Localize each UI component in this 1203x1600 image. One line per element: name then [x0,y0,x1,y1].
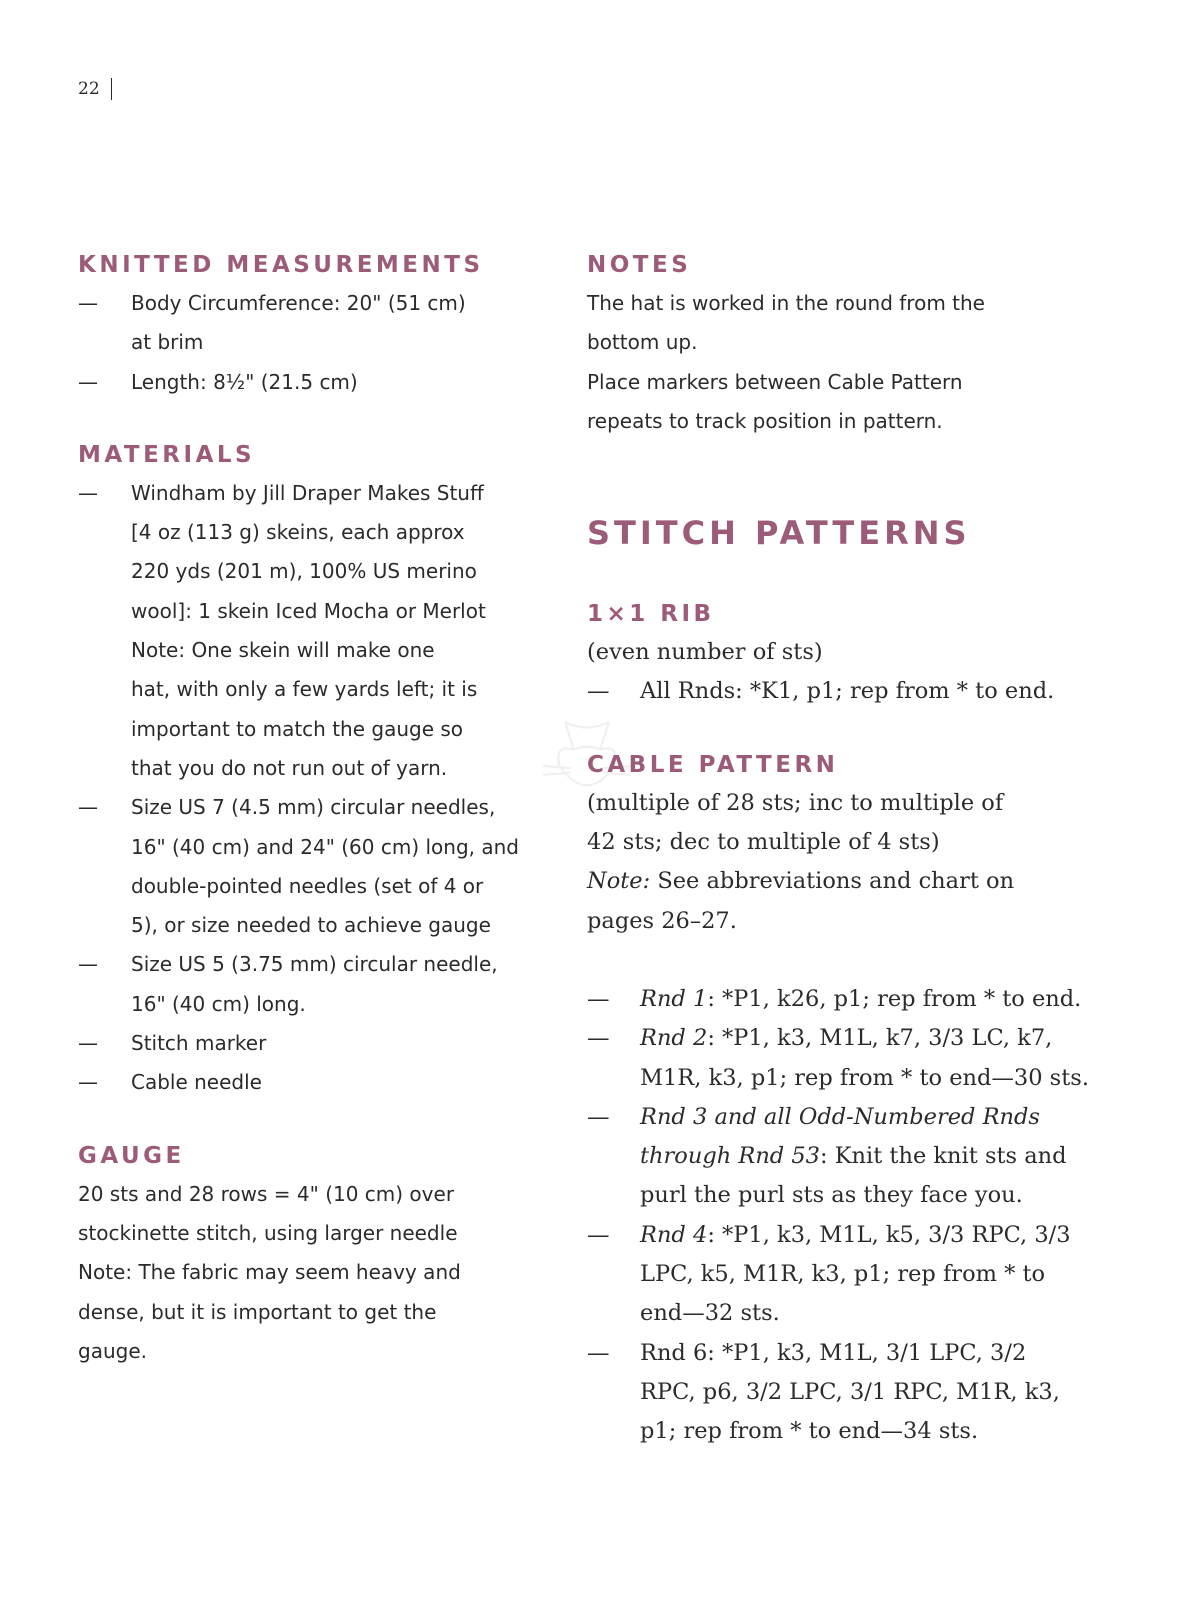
materials-section [78,440,558,1103]
item-line: 16" (40 cm) and 24" (60 cm) long, and [131,834,519,859]
knitted-measurements-heading: KNITTED MEASUREMENTS [78,252,484,278]
notes-heading: NOTES [587,252,692,278]
dash: — [78,795,98,820]
rib-heading: 1×1 RIB [587,601,715,628]
dash: — [587,678,610,705]
list-item [78,474,558,788]
gauge-text [78,1175,558,1371]
list-item [78,363,558,402]
text-line: pages 26–27. [587,907,737,934]
text-line: Place markers between Cable Pattern [587,369,963,394]
cable-description [587,784,1107,941]
cable-heading: CABLE PATTERN [587,751,839,778]
text-line: stockinette stitch, using larger needle [78,1220,458,1245]
cable-subsection [587,750,1107,1452]
measurements-list [78,284,558,402]
rib-subtitle: (even number of sts) [587,639,823,666]
item-line: Size US 5 (3.75 mm) circular needle, [131,952,498,977]
item-line: RPC, p6, 3/2 LPC, 3/1 RPC, M1R, k3, [640,1378,1060,1405]
rnd-label: Rnd 3 and all Odd-Numbered Rnds [640,1103,1040,1130]
rnd-list [587,980,1107,1452]
dash: — [78,480,98,505]
item-line: All Rnds: *K1, p1; rep from * to end. [640,678,1055,705]
item-line: important to match the gauge so [131,716,464,741]
text-line: 20 sts and 28 rows = 4" (10 cm) over [78,1181,455,1206]
stitch-patterns-section [587,513,1107,1451]
item-line: 220 yds (201 m), 100% US merino [131,559,477,584]
dash: — [78,291,98,315]
dash: — [587,1103,610,1130]
text-line: gauge. [78,1338,147,1363]
item-line: : Knit the knit sts and [820,1143,1067,1170]
list-item [587,1019,1107,1098]
rib-subsection [587,599,1107,712]
item-line: Length: 8½" (21.5 cm) [131,369,358,394]
item-line: : *P1, k3, M1L, k5, 3/3 RPC, 3/3 [707,1221,1071,1248]
gauge-heading: GAUGE [78,1142,185,1169]
item-line: double-pointed needles (set of 4 or [131,873,484,898]
dash: — [587,1339,610,1366]
page-number [78,78,112,100]
dash: — [78,1070,98,1095]
item-line: 5), or size needed to achieve gauge [131,913,491,938]
item-line: 16" (40 cm) long. [131,991,306,1016]
text-line: dense, but it is important to get the [78,1299,437,1324]
item-line: Note: One skein will make one [131,638,435,663]
dash: — [587,1025,610,1052]
item-line: Cable needle [131,1070,262,1095]
stitch-patterns-heading: STITCH PATTERNS [587,514,971,553]
rnd-label: Rnd 4 [640,1221,708,1248]
note-label: Note: [587,868,651,895]
dash: — [78,952,98,977]
list-item [587,1216,1107,1334]
rnd-label: through Rnd 53 [640,1143,820,1170]
rib-list [587,672,1107,711]
list-item [587,1334,1107,1452]
item-line: Windham by Jill Draper Makes Stuff [131,480,484,505]
folio-rule [111,78,113,100]
list-item [78,788,558,945]
item-line: Stitch marker [131,1031,267,1056]
text-line: repeats to track position in pattern. [587,408,943,433]
item-line: at brim [131,330,204,355]
item-line: wool]: 1 skein Iced Mocha or Merlot [131,598,486,623]
gauge-section [78,1141,558,1371]
list-item [78,284,558,363]
list-item [587,672,1107,711]
list-item [78,1063,558,1102]
item-line: purl the purl sts as they face you. [640,1182,1023,1209]
text-line: (multiple of 28 sts; inc to multiple of [587,789,1004,816]
dash: — [587,1221,610,1248]
right-column [587,250,1107,1452]
page-number-text: 22 [78,79,100,99]
notes-text [587,284,1107,441]
list-item [78,1024,558,1063]
text-line: bottom up. [587,330,698,355]
list-item [587,1098,1107,1216]
materials-list [78,474,558,1103]
item-line: [4 oz (113 g) skeins, each approx [131,520,465,545]
knitted-measurements-section [78,250,558,402]
dash: — [78,369,98,394]
item-line: end—32 sts. [640,1300,780,1327]
item-line: Rnd 6: *P1, k3, M1L, 3/1 LPC, 3/2 [640,1339,1027,1366]
item-line: hat, with only a few yards left; it is [131,677,478,702]
rnd-label: Rnd 1 [640,985,708,1012]
dash: — [587,985,610,1012]
item-line: : *P1, k26, p1; rep from * to end. [707,985,1082,1012]
item-line: Body Circumference: 20" (51 cm) [131,291,466,315]
text-line: 42 sts; dec to multiple of 4 sts) [587,829,940,856]
item-line: : *P1, k3, M1L, k7, 3/3 LC, k7, [707,1025,1053,1052]
text-line: Note: The fabric may seem heavy and [78,1260,461,1285]
item-line: p1; rep from * to end—34 sts. [640,1418,979,1445]
item-line: LPC, k5, M1R, k3, p1; rep from * to [640,1261,1046,1288]
item-line: that you do not run out of yarn. [131,755,448,780]
notes-section [587,250,1107,441]
list-item [587,980,1107,1019]
item-line: M1R, k3, p1; rep from * to end—30 sts. [640,1064,1089,1091]
left-column [78,250,558,1371]
dash: — [78,1031,98,1056]
text-line: The hat is worked in the round from the [587,291,985,315]
list-item [78,945,558,1024]
text-line: See abbreviations and chart on [650,868,1015,895]
rnd-label: Rnd 2 [640,1025,708,1052]
materials-heading: MATERIALS [78,441,256,468]
item-line: Size US 7 (4.5 mm) circular needles, [131,795,496,820]
